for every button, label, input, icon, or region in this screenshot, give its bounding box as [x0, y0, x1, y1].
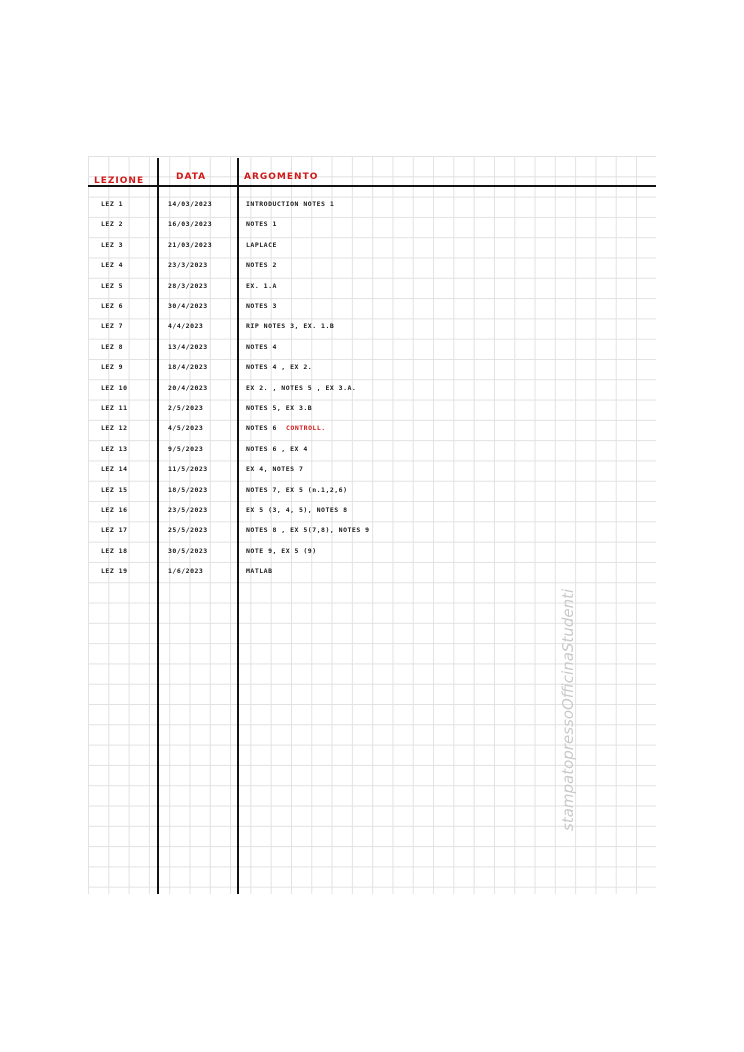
table-row [0, 461, 744, 481]
lesson-cell: LEZ 5 [101, 281, 124, 290]
control-note: CONTROLL. [286, 424, 326, 433]
topic-cell: LAPLACE [246, 240, 277, 249]
header-underline [88, 185, 656, 187]
table-row [0, 380, 744, 400]
date-cell: 4/4/2023 [168, 322, 204, 331]
topic-cell: EX 2. , NOTES 5 , EX 3.A. [246, 383, 357, 392]
table-row [0, 482, 744, 502]
table-row [0, 339, 744, 359]
table-row [0, 216, 744, 236]
table-row [0, 543, 744, 563]
table-row [0, 441, 744, 461]
date-cell: 2/5/2023 [168, 404, 204, 412]
topic-cell: NOTES 6 , EX 4 [246, 444, 308, 453]
date-cell: 20/4/2023 [168, 383, 208, 392]
lesson-cell: LEZ 1 [101, 200, 124, 208]
lesson-cell: LEZ 11 [101, 404, 128, 412]
topic-cell: NOTES 4 [246, 342, 277, 351]
table-row [0, 278, 744, 298]
topic-cell: RIP NOTES 3, EX. 1.B [246, 322, 335, 331]
date-cell: 13/4/2023 [168, 342, 208, 351]
lesson-cell: LEZ 7 [101, 322, 124, 331]
lesson-cell: LEZ 10 [101, 383, 128, 392]
header-lesson: LEZIONE [94, 176, 145, 186]
topic-cell: NOTES 6 [246, 424, 277, 433]
lesson-cell: LEZ 6 [101, 302, 124, 310]
date-cell: 30/4/2023 [168, 302, 208, 310]
table-row [0, 298, 744, 318]
lesson-cell: LEZ 8 [101, 342, 124, 351]
date-cell: 14/03/2023 [168, 200, 213, 208]
table-row [0, 318, 744, 338]
lesson-cell: LEZ 12 [101, 424, 128, 433]
table-row [0, 522, 744, 542]
date-cell: 18/4/2023 [168, 363, 208, 372]
date-cell: 23/5/2023 [168, 506, 208, 514]
lesson-cell: LEZ 13 [101, 444, 128, 453]
topic-cell: NOTES 5, EX 3.B [246, 404, 313, 412]
topic-cell: NOTES 8 , EX 5(7,8), NOTES 9 [246, 526, 370, 535]
table-row [0, 400, 744, 420]
header-topic: ARGOMENTO [244, 172, 319, 182]
lesson-cell: LEZ 14 [101, 465, 128, 474]
topic-cell: INTRODUCTION NOTES 1 [246, 200, 335, 208]
date-cell: 4/5/2023 [168, 424, 204, 433]
date-cell: 9/5/2023 [168, 444, 204, 453]
lesson-cell: LEZ 2 [101, 220, 124, 229]
topic-cell: NOTES 3 [246, 302, 277, 310]
table-row [0, 359, 744, 379]
lesson-cell: LEZ 3 [101, 240, 124, 249]
date-cell: 30/5/2023 [168, 546, 208, 555]
date-cell: 21/03/2023 [168, 240, 213, 249]
topic-cell: EX 4, NOTES 7 [246, 465, 304, 474]
table-row [0, 196, 744, 216]
lesson-cell: LEZ 15 [101, 485, 128, 494]
lesson-cell: LEZ 18 [101, 546, 128, 555]
topic-cell: NOTE 9, EX 5 (9) [246, 546, 317, 555]
date-cell: 16/03/2023 [168, 220, 213, 229]
topic-cell: NOTES 4 , EX 2. [246, 363, 313, 372]
lesson-cell: LEZ 4 [101, 261, 124, 270]
topic-cell: EX 5 (3, 4, 5), NOTES 8 [246, 506, 348, 514]
topic-cell: NOTES 1 [246, 220, 277, 229]
topic-cell: EX. 1.A [246, 281, 277, 290]
date-cell: 23/3/2023 [168, 261, 208, 270]
header-date: DATA [176, 172, 207, 182]
lesson-cell: LEZ 19 [101, 567, 128, 576]
lesson-cell: LEZ 17 [101, 526, 128, 535]
date-cell: 28/3/2023 [168, 281, 208, 290]
date-cell: 1/6/2023 [168, 567, 204, 576]
date-cell: 25/5/2023 [168, 526, 208, 535]
table-row [0, 257, 744, 277]
date-cell: 11/5/2023 [168, 465, 208, 474]
table-row [0, 420, 744, 440]
lesson-cell: LEZ 16 [101, 506, 128, 514]
date-cell: 18/5/2023 [168, 485, 208, 494]
table-row [0, 563, 744, 583]
lesson-cell: LEZ 9 [101, 363, 124, 372]
watermark-text: stampatopressoOfficinaStudenti [559, 588, 577, 831]
topic-cell: NOTES 7, EX 5 (n.1,2,6) [246, 485, 348, 494]
table-row [0, 502, 744, 522]
topic-cell: NOTES 2 [246, 261, 277, 270]
table-row [0, 237, 744, 257]
topic-cell: MATLAB [246, 567, 273, 576]
